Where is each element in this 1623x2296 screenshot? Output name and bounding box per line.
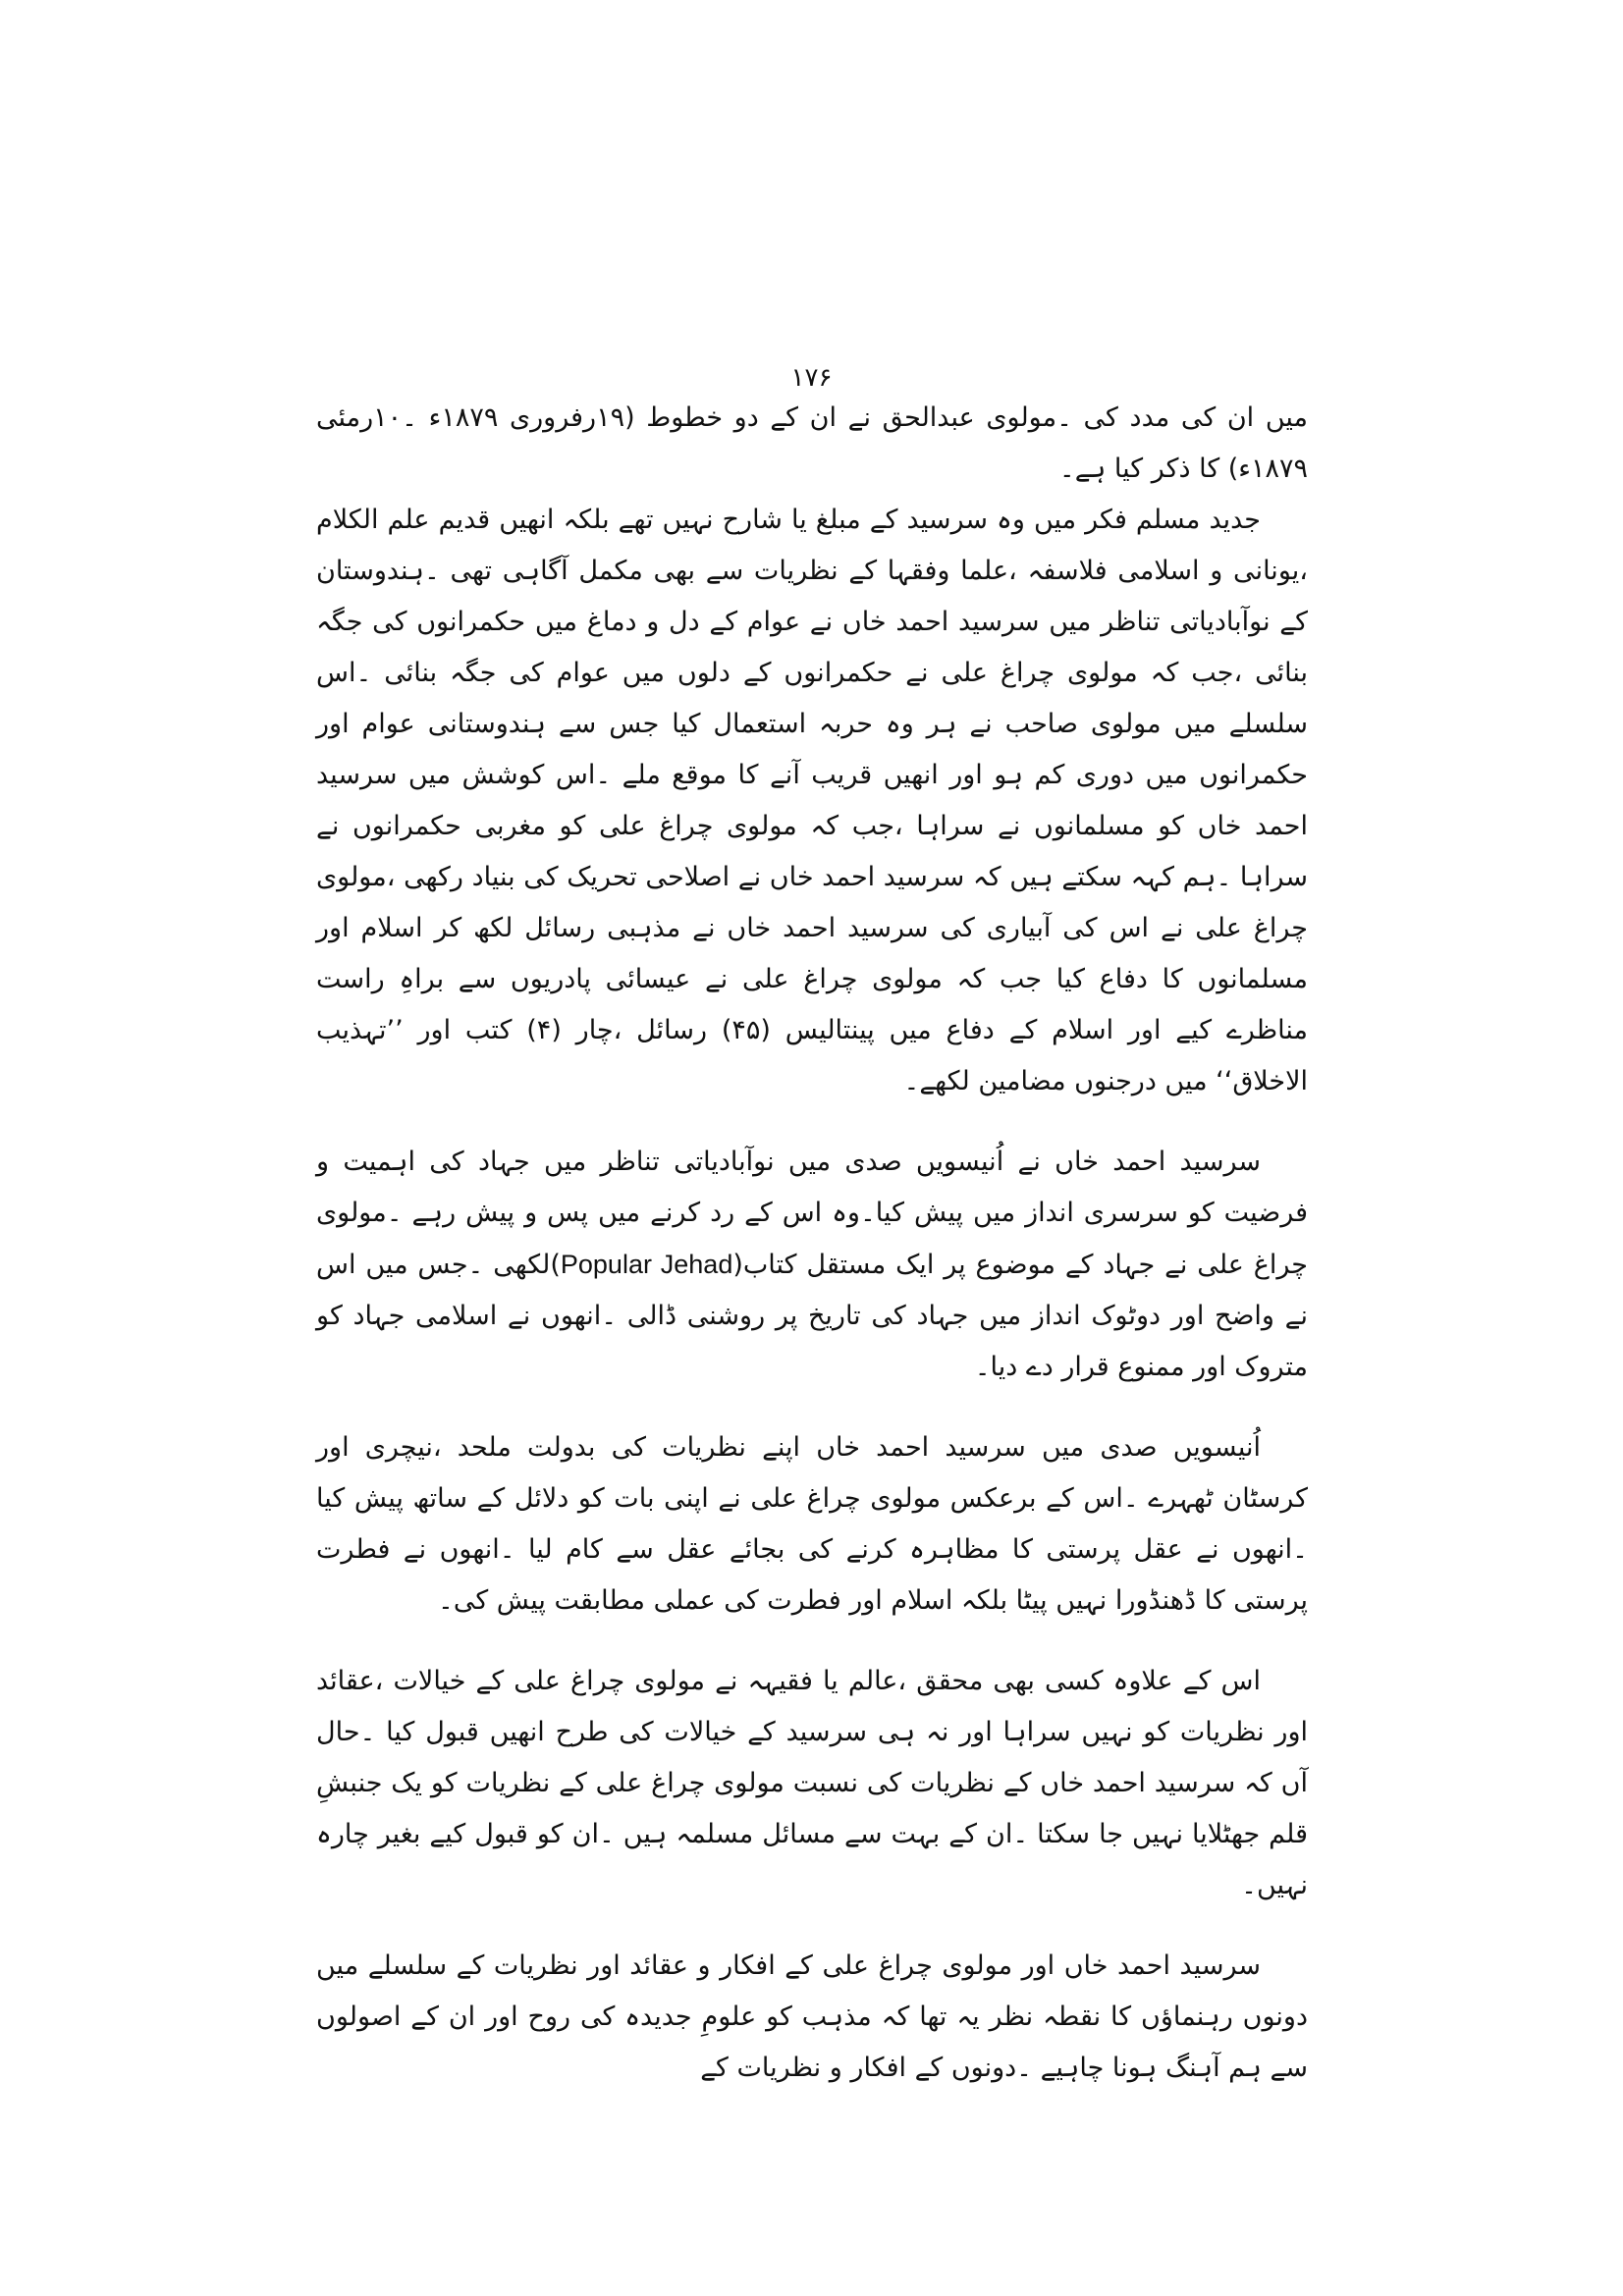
- paragraph-modern-muslim-thought: جدید مسلم فکر میں وہ سرسید کے مبلغ یا شارح نہیں تھے بلکہ انھیں قدیم علم الکلام ،یونانی و اسلامی فلاسفہ ،علما وفقہا کے نظریات سے بھی مکمل آگاہی تھی ۔ہندوستان کے نوآبادیاتی تناظر میں سرسید احمد خاں نے عوام کے دل و دماغ میں حکمرانوں کی جگہ بنائی ،جب کہ مولوی چراغ علی نے حکمرانوں کے دلوں میں عوام کی جگہ بنائی ۔اس سلسلے میں مولوی صاحب نے ہر وہ حربہ استعمال کیا جس سے ہندوستانی عوام اور حکمرانوں میں دوری کم ہو اور انھیں قریب آنے کا موقع ملے ۔اس کوشش میں سرسید احمد خاں کو مسلمانوں نے سراہا ،جب کہ مولوی چراغ علی کو مغربی حکمرانوں نے سراہا ۔ہم کہہ سکتے ہیں کہ سرسید احمد خاں نے اصلاحی تحریک کی بنیاد رکھی ،مولوی چراغ علی نے اس کی آبیاری کی سرسید احمد خاں نے مذہبی رسائل لکھ کر اسلام اور مسلمانوں کا دفاع کیا جب کہ مولوی چراغ علی نے عیسائی پادریوں سے براہِ راست مناظرے کیے اور اسلام کے دفاع میں پینتالیس (۴۵) رسائل ،چار (۴) کتب اور ’’تہذیب الاخلاق‘‘ میں درجنوں مضامین لکھے۔: [316, 505, 1308, 1096]
- paragraph-jihad: [316, 1137, 1308, 1393]
- paragraph-other-scholars: اس کے علاوہ کسی بھی محقق ،عالم یا فقیہہ نے مولوی چراغ علی کے خیالات ،عقائد اور نظریات کو نہیں سراہا اور نہ ہی سرسید کے خیالات کی طرح انھیں قبول کیا ۔حال آں کہ سرسید احمد خاں کے نظریات کی نسبت مولوی چراغ علی کے نظریات کو یک جنبشِ قلم جھٹلایا نہیں جا سکتا ۔ان کے بہت سے مسائل مسلمہ ہیں ۔ان کو قبول کیے بغیر چارہ نہیں۔: [316, 1666, 1308, 1900]
- body-text: [316, 393, 1308, 2094]
- book-title-latin: Popular Jehad: [560, 1250, 733, 1279]
- page-number: ۱۷۶: [790, 363, 833, 393]
- paragraph-continuation: میں ان کی مدد کی ۔مولوی عبدالحق نے ان کے دو خطوط (۱۹رفروری ۱۸۷۹ء ۔۱۰رمئی ۱۸۷۹ء) کا ذکر کیا ہے۔: [316, 402, 1308, 484]
- paragraph-jihad-after: )لکھی ۔جس میں اس نے واضح اور دوٹوک انداز میں جہاد کی تاریخ پر روشنی ڈالی ۔انھوں نے اسلامی جہاد کو متروک اور ممنوع قرار دے دیا۔: [316, 1250, 1308, 1382]
- paragraph-both-leaders: سرسید احمد خاں اور مولوی چراغ علی کے افکار و عقائد اور نظریات کے سلسلے میں دونوں رہنماؤں کا نقطہ نظر یہ تھا کہ مذہب کو علومِ جدیدہ کی روح اور ان کے اصولوں سے ہم آہنگ ہونا چاہیے ۔دونوں کے افکار و نظریات کے: [316, 1950, 1308, 2083]
- paragraph-jihad-before: سرسید احمد خاں نے اُنیسویں صدی میں نوآبادیاتی تناظر میں جہاد کی اہمیت و فرضیت کو سرسری انداز میں پیش کیا۔وہ اس کے رد کرنے میں پس و پیش رہے ۔مولوی چراغ علی نے جہاد کے موضوع پر ایک مستقل کتاب(: [316, 1147, 1308, 1280]
- paragraph-nineteenth-century: اُنیسویں صدی میں سرسید احمد خاں اپنے نظریات کی بدولت ملحد ،نیچری اور کرسٹان ٹھہرے ۔اس کے برعکس مولوی چراغ علی نے اپنی بات کو دلائل کے ساتھ پیش کیا ۔انھوں نے عقل پرستی کا مظاہرہ کرنے کی بجائے عقل سے کام لیا ۔انھوں نے فطرت پرستی کا ڈھنڈورا نہیں پیٹا بلکہ اسلام اور فطرت کی عملی مطابقت پیش کی۔: [316, 1432, 1308, 1616]
